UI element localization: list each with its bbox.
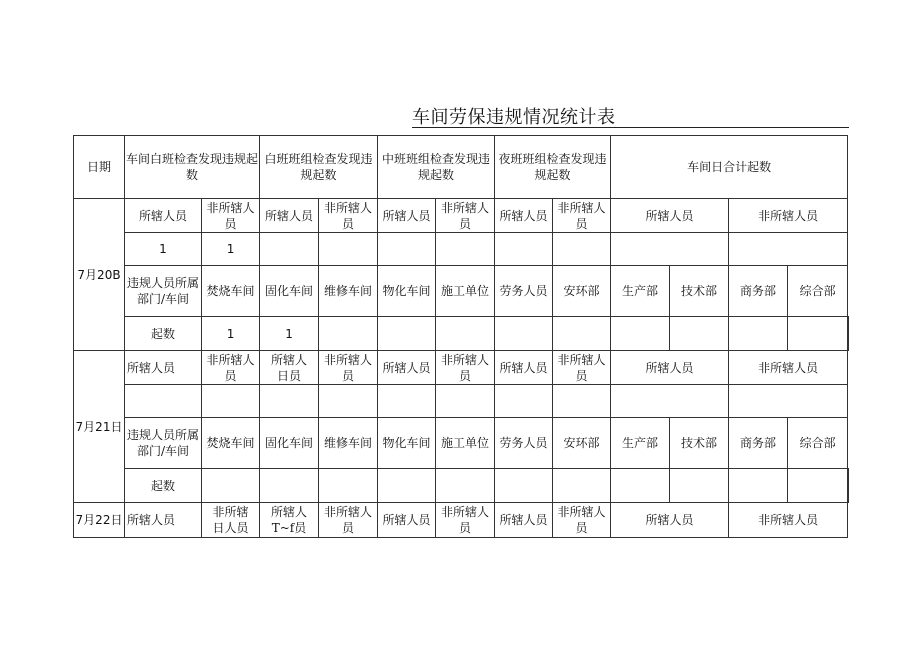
- own-label: 所辖人员: [611, 351, 729, 385]
- dept-label: 技术部: [670, 418, 729, 469]
- empty-cell: [436, 469, 495, 503]
- non-own-label: 非所辖人员: [436, 503, 495, 538]
- count-cell: 1: [202, 233, 260, 266]
- non-own-label: 非所辖人员: [729, 199, 848, 233]
- dept-label: 维修车间: [319, 266, 378, 317]
- header-workshop-day-check: 车间白班检查发现违规起数: [125, 136, 260, 199]
- non-own-label: 非所辖人员: [202, 351, 260, 385]
- empty-cell: [611, 469, 670, 503]
- empty-cell: [495, 385, 553, 418]
- own-label: 所辖人员: [495, 351, 553, 385]
- title-underline: [412, 127, 849, 128]
- empty-cell: [436, 317, 495, 351]
- empty-cell: [495, 469, 553, 503]
- own-label: 所辖人员: [125, 503, 202, 538]
- header-day-team-check: 白班班组检查发现违规起数: [260, 136, 378, 199]
- dept-label: 焚烧车间: [202, 266, 260, 317]
- empty-cell: [319, 385, 378, 418]
- empty-cell: [378, 233, 436, 266]
- empty-cell: [670, 317, 729, 351]
- empty-cell: [202, 469, 260, 503]
- non-own-label: 非所辖人员: [319, 351, 378, 385]
- empty-cell: [553, 317, 611, 351]
- empty-cell: [611, 317, 670, 351]
- non-own-label: 非所辖人员: [319, 503, 378, 538]
- own-label: 所辖人员: [378, 351, 436, 385]
- dept-label: 综合部: [788, 266, 848, 317]
- scan-artifact-text: 所辖人 日员: [260, 351, 319, 385]
- dept-label: 综合部: [788, 418, 848, 469]
- empty-cell: [436, 233, 495, 266]
- empty-cell: [495, 317, 553, 351]
- header-middle-team-check: 中班班组检查发现违规起数: [378, 136, 495, 199]
- non-own-label: 非所辖人员: [729, 503, 848, 538]
- empty-cell: [553, 469, 611, 503]
- own-label: 所辖人员: [495, 503, 553, 538]
- own-label: 所辖人员: [125, 199, 202, 233]
- empty-cell: [319, 233, 378, 266]
- dept-label: 施工单位: [436, 418, 495, 469]
- own-label: 所辖人员: [378, 503, 436, 538]
- non-own-label: 非所辖人员: [553, 351, 611, 385]
- empty-cell: [788, 469, 848, 503]
- page-title: 车间劳保违规情况统计表: [412, 107, 616, 128]
- empty-cell: [553, 385, 611, 418]
- own-label: 所辖人员: [611, 199, 729, 233]
- empty-cell: [202, 385, 260, 418]
- empty-cell: [553, 233, 611, 266]
- empty-cell: [495, 233, 553, 266]
- non-own-label: 非所辖人员: [319, 199, 378, 233]
- empty-cell: [611, 385, 729, 418]
- scan-artifact-text: 所辖人 T~f员: [260, 503, 319, 538]
- header-daily-total: 车间日合计起数: [611, 136, 848, 199]
- dept-label: 生产部: [611, 418, 670, 469]
- violator-dept-label: 违规人员所属部门/车间: [125, 418, 202, 469]
- empty-cell: [378, 469, 436, 503]
- non-own-label: 非所辖人员: [553, 503, 611, 538]
- non-own-label: 非所辖人员: [436, 351, 495, 385]
- empty-cell: [319, 317, 378, 351]
- dept-label: 劳务人员: [495, 418, 553, 469]
- date-cell: 7月22日: [74, 503, 125, 538]
- non-own-label: 非所辖人员: [729, 351, 848, 385]
- empty-cell: [729, 233, 848, 266]
- date-cell: 7月20B: [74, 199, 125, 351]
- empty-cell: [611, 233, 729, 266]
- empty-cell: [260, 385, 319, 418]
- header-night-team-check: 夜班班组检查发现违规起数: [495, 136, 611, 199]
- empty-cell: [436, 385, 495, 418]
- scan-artifact-text: 非所辖 日人员: [202, 503, 260, 538]
- count-cell: 1: [125, 233, 202, 266]
- dept-label: 维修车间: [319, 418, 378, 469]
- count-label: 起数: [125, 317, 202, 351]
- empty-cell: [670, 469, 729, 503]
- empty-cell: [125, 385, 202, 418]
- empty-cell: [729, 469, 788, 503]
- empty-cell: [319, 469, 378, 503]
- count-label: 起数: [125, 469, 202, 503]
- own-label: 所辖人员: [611, 503, 729, 538]
- empty-cell: [378, 317, 436, 351]
- dept-label: 施工单位: [436, 266, 495, 317]
- own-label: 所辖人员: [125, 351, 202, 385]
- dept-label: 商务部: [729, 418, 788, 469]
- empty-cell: [729, 385, 848, 418]
- non-own-label: 非所辖人员: [436, 199, 495, 233]
- date-cell: 7月21日: [74, 351, 125, 503]
- dept-label: 商务部: [729, 266, 788, 317]
- non-own-label: 非所辖人员: [202, 199, 260, 233]
- count-cell: 1: [202, 317, 260, 351]
- count-cell: 1: [260, 317, 319, 351]
- own-label: 所辖人员: [378, 199, 436, 233]
- empty-cell: [260, 469, 319, 503]
- empty-cell: [378, 385, 436, 418]
- violator-dept-label: 违规人员所属部门/车间: [125, 266, 202, 317]
- empty-cell: [848, 317, 849, 351]
- dept-label: 固化车间: [260, 266, 319, 317]
- empty-cell: [788, 317, 848, 351]
- header-date: 日期: [74, 136, 125, 199]
- dept-label: 生产部: [611, 266, 670, 317]
- non-own-label: 非所辖人员: [553, 199, 611, 233]
- empty-cell: [848, 469, 849, 503]
- empty-cell: [729, 317, 788, 351]
- dept-label: 安环部: [553, 266, 611, 317]
- dept-label: 安环部: [553, 418, 611, 469]
- empty-cell: [260, 233, 319, 266]
- own-label: 所辖人员: [260, 199, 319, 233]
- dept-label: 劳务人员: [495, 266, 553, 317]
- dept-label: 焚烧车间: [202, 418, 260, 469]
- dept-label: 物化车间: [378, 418, 436, 469]
- own-label: 所辖人员: [495, 199, 553, 233]
- dept-label: 技术部: [670, 266, 729, 317]
- violation-stats-table: [73, 135, 849, 538]
- dept-label: 固化车间: [260, 418, 319, 469]
- dept-label: 物化车间: [378, 266, 436, 317]
